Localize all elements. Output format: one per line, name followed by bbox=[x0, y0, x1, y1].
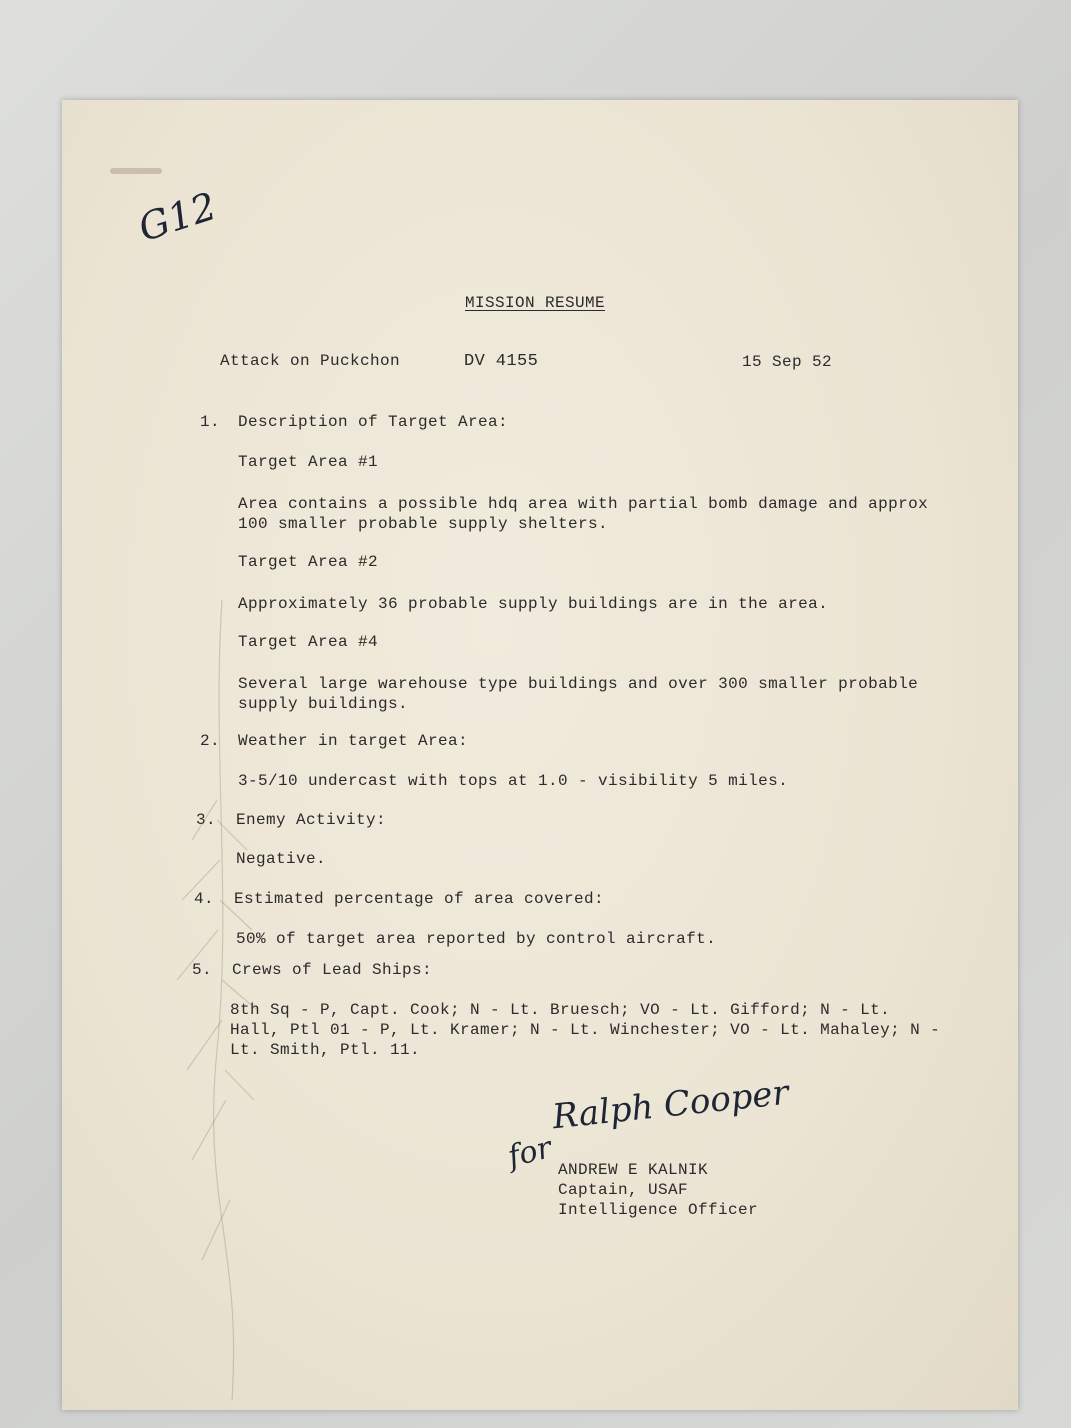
signatory-rank: Captain, USAF bbox=[558, 1181, 689, 1199]
section-5-text: 8th Sq - P, Capt. Cook; N - Lt. Bruesch; VO - Lt. Gifford; N - Lt. Hall, Ptl 01 - P, Lt. Kramer; N - Lt. Winchester; VO - Lt. Mahaley; N - Lt. Smith, Ptl. 11. bbox=[230, 1001, 941, 1059]
section-3-heading: Enemy Activity: bbox=[236, 811, 387, 829]
target-area-4-heading: Target Area #4 bbox=[238, 633, 379, 651]
section-2-number: 2. bbox=[200, 732, 221, 750]
target-area-1-heading: Target Area #1 bbox=[238, 453, 379, 471]
mission-code: DV 4155 bbox=[464, 352, 539, 371]
stamp-smudge bbox=[110, 168, 162, 174]
handwritten-for: for bbox=[504, 1130, 556, 1175]
section-4-heading: Estimated percentage of area covered: bbox=[234, 890, 605, 908]
section-2-heading: Weather in target Area: bbox=[238, 732, 469, 750]
document-sheet bbox=[62, 100, 1018, 1410]
section-2-text: 3-5/10 undercast with tops at 1.0 - visibility 5 miles. bbox=[238, 772, 789, 790]
mission-date: 15 Sep 52 bbox=[742, 353, 833, 371]
handwritten-signature: Ralph Cooper bbox=[550, 1072, 791, 1138]
document-title: MISSION RESUME bbox=[465, 294, 606, 312]
section-3-text: Negative. bbox=[236, 850, 327, 868]
paper-stain-marks bbox=[122, 600, 262, 1400]
target-area-1-text: Area contains a possible hdq area with partial bomb damage and approx 100 smaller probable supply shelters. bbox=[238, 495, 929, 533]
attack-name: Attack on Puckchon bbox=[220, 352, 401, 370]
handwritten-annotation: G12 bbox=[133, 183, 222, 251]
section-4-number: 4. bbox=[194, 890, 215, 908]
section-1-number: 1. bbox=[200, 413, 221, 431]
target-area-4-text: Several large warehouse type buildings and over 300 smaller probable supply buildings. bbox=[238, 675, 919, 713]
section-4-text: 50% of target area reported by control aircraft. bbox=[236, 930, 717, 948]
signatory-name: ANDREW E KALNIK bbox=[558, 1161, 709, 1179]
target-area-2-text: Approximately 36 probable supply buildings are in the area. bbox=[238, 595, 829, 613]
section-5-number: 5. bbox=[192, 961, 213, 979]
target-area-2-heading: Target Area #2 bbox=[238, 553, 379, 571]
signature-block bbox=[558, 1160, 788, 1220]
signatory-role: Intelligence Officer bbox=[558, 1201, 759, 1219]
section-5-heading: Crews of Lead Ships: bbox=[232, 961, 433, 979]
section-1-heading: Description of Target Area: bbox=[238, 413, 509, 431]
section-3-number: 3. bbox=[196, 811, 217, 829]
